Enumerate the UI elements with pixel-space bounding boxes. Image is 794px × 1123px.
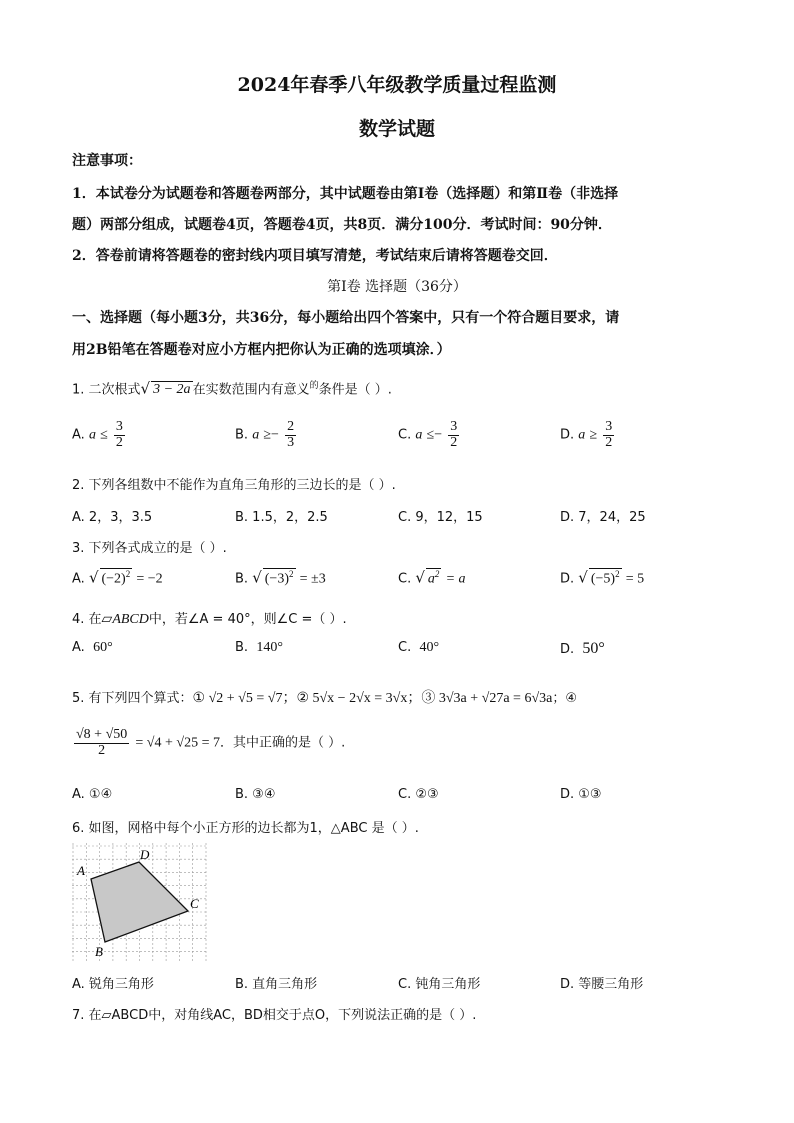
fraction-num: 2 xyxy=(287,419,295,434)
q5-expr-2: ；② 5√x − 2√x = 3√x xyxy=(282,691,408,706)
quadrilateral-shape xyxy=(91,862,188,942)
option-op: ≤ xyxy=(426,427,435,443)
radicand-base: a xyxy=(427,571,435,587)
q1-post2: 的 xyxy=(309,381,319,391)
page-subtitle: 数学试题 xyxy=(358,118,435,140)
section-instruction-line-2: 用2B铅笔在答题卷对应小方框内把你认为正确的选项填涂．） xyxy=(72,342,451,358)
option-radicand xyxy=(263,568,296,588)
fraction-den: 2 xyxy=(450,434,458,450)
q5-expr-1: ① √2 + √5 = √7 xyxy=(192,691,283,706)
q2-option-a[interactable]: A. 2，3，3.5 xyxy=(72,510,153,525)
question-7-stem: 7. 在▱ABCD中，对角线AC，BD相交于点O，下列说法正确的是（ ）. xyxy=(72,1008,477,1023)
question-2-stem: 2. 下列各组数中不能作为直角三角形的三边长的是（ ）. xyxy=(72,478,396,493)
notice-heading: 注意事项： xyxy=(72,153,142,169)
option-rhs: = 5 xyxy=(625,571,645,587)
q5-option-c[interactable]: C. ②③ xyxy=(398,787,439,802)
q5-expr-4-marker: ；④ xyxy=(552,691,577,706)
q4-prefix: 4. 在 xyxy=(72,612,102,627)
question-4-stem xyxy=(72,608,347,628)
option-rhs: = ±3 xyxy=(299,571,326,587)
option-radicand xyxy=(589,568,622,588)
vertex-label-b: B xyxy=(95,944,103,959)
q5-fraction xyxy=(74,728,129,758)
option-value: 140° xyxy=(256,640,283,655)
option-label: A. xyxy=(72,571,85,587)
radicand-base: (−2) xyxy=(101,571,126,587)
option-label: B. xyxy=(235,571,249,587)
option-label: C. xyxy=(398,427,412,443)
option-rhs: = a xyxy=(445,571,466,587)
option-op: ≥ xyxy=(589,427,598,443)
radical-sign: √ xyxy=(88,568,99,587)
fraction-den: 3 xyxy=(287,434,295,450)
vertex-label-c: C xyxy=(190,896,199,911)
radical-sign: √ xyxy=(252,568,262,587)
option-fraction xyxy=(603,420,614,450)
part-heading: 第Ⅰ卷 选择题（36分） xyxy=(327,279,467,295)
q5-post: ．其中正确的是（ ）. xyxy=(219,735,346,751)
notice-item-1-line-1: 1．本试卷分为试题卷和答题卷两部分，其中试题卷由第Ⅰ卷（选择题）和第Ⅱ卷（非选择 xyxy=(72,186,619,202)
radical-sign: √ xyxy=(415,568,425,587)
option-label: A. xyxy=(72,427,85,443)
option-label: D. xyxy=(560,427,575,443)
q4-option-d[interactable] xyxy=(560,640,605,658)
option-value: 40° xyxy=(419,640,440,655)
question-3-stem: 3. 下列各式成立的是（ ）. xyxy=(72,541,227,556)
radicand-base: (−5) xyxy=(590,571,616,587)
q3-option-c[interactable] xyxy=(398,568,466,588)
q5-rhs: = √4 + √25 = 7 xyxy=(135,735,220,751)
radicand-exp: 2 xyxy=(289,569,294,579)
fraction-num: 3 xyxy=(115,419,123,434)
question-1-stem xyxy=(72,378,392,398)
q4-option-c[interactable] xyxy=(398,640,439,656)
option-op: ≥ xyxy=(263,427,272,443)
vertex-label-d: D xyxy=(140,847,150,862)
radical-sign: √ xyxy=(578,568,588,587)
q1-post3: 条件是（ ）. xyxy=(318,382,392,398)
page-title: 2024年春季八年级教学质量过程监测 xyxy=(237,74,557,96)
q4-shape: ▱ABCD xyxy=(101,612,149,627)
option-fraction xyxy=(448,420,459,450)
option-label: B. xyxy=(235,427,249,443)
q6-option-c[interactable]: C. 钝角三角形 xyxy=(398,977,481,992)
radicand-exp: 2 xyxy=(615,569,620,579)
option-label: A. xyxy=(72,640,85,655)
section-instruction-line-1: 一、选择题（每小题3分，共36分，每小题给出四个答案中，只有一个符合题目要求，请 xyxy=(72,310,620,326)
option-label: D. xyxy=(560,642,575,657)
notice-item-1-line-2: 题）两部分组成，试题卷4页，答题卷4页，共8页．满分100分．考试时间：90分钟． xyxy=(72,217,612,233)
option-sign: − xyxy=(434,427,443,443)
q1-prefix: 1. 二次根式 xyxy=(72,382,141,398)
fraction-den: 2 xyxy=(98,742,106,758)
q2-option-d[interactable]: D. 7，24，25 xyxy=(560,510,646,525)
notice-item-2: 2．答卷前请将答题卷的密封线内项目填写清楚，考试结束后请将答题卷交回． xyxy=(72,248,558,264)
q5-option-d[interactable]: D. ①③ xyxy=(560,787,602,802)
radicand-exp: 2 xyxy=(434,569,440,579)
q1-option-c[interactable] xyxy=(398,420,461,450)
q3-option-a[interactable] xyxy=(72,568,163,588)
q4-mid: 中，若∠A = 40°，则∠C =（ ）. xyxy=(148,612,347,627)
option-label: B. xyxy=(235,640,249,655)
q4-option-a[interactable] xyxy=(72,640,113,656)
grid-quadrilateral-figure xyxy=(72,843,208,963)
q3-option-b[interactable] xyxy=(235,568,326,588)
q3-option-d[interactable] xyxy=(560,568,644,588)
q1-post: 在实数范围内有意义 xyxy=(192,382,310,398)
question-5-stem xyxy=(72,687,577,707)
q6-option-a[interactable]: A. 锐角三角形 xyxy=(72,977,154,992)
option-label: D. xyxy=(560,571,575,587)
option-value: 60° xyxy=(93,640,113,655)
fraction-den: 2 xyxy=(605,434,613,450)
option-op: ≤ xyxy=(100,427,108,443)
q5-expr-3: ；③ 3√3a + √27a = 6√3a xyxy=(407,691,553,706)
question-6-stem: 6. 如图，网格中每个小正方形的边长都为1，△ABC 是（ ）. xyxy=(72,821,419,836)
question-5-line-2 xyxy=(72,728,345,758)
fraction-den: 2 xyxy=(115,434,123,450)
q1-option-b[interactable] xyxy=(235,420,298,450)
fraction-num: √8 + √50 xyxy=(76,727,128,742)
option-radicand xyxy=(100,568,133,588)
q2-option-b[interactable]: B. 1.5，2，2.5 xyxy=(235,510,328,525)
q1-option-a[interactable] xyxy=(72,420,127,450)
vertex-label-a: A xyxy=(77,863,85,878)
option-var: a xyxy=(88,427,96,443)
option-var: a xyxy=(578,427,586,443)
q5-option-a[interactable]: A. ①④ xyxy=(72,787,113,802)
radical-sign: √ xyxy=(140,379,151,398)
option-rhs: = −2 xyxy=(136,571,163,587)
option-var: a xyxy=(252,427,260,443)
option-value: 50° xyxy=(582,640,605,657)
q2-option-c[interactable]: C. 9，12，15 xyxy=(398,510,483,525)
q1-option-d[interactable] xyxy=(560,420,616,450)
q5-option-b[interactable]: B. ③④ xyxy=(235,787,276,802)
q5-prefix: 5. 有下列四个算式： xyxy=(72,691,193,706)
radicand-base: (−3) xyxy=(264,571,289,587)
fraction-num: 3 xyxy=(605,419,613,434)
option-var: a xyxy=(415,427,423,443)
option-radicand xyxy=(426,568,442,588)
q6-option-b[interactable]: B. 直角三角形 xyxy=(235,977,318,992)
q6-option-d[interactable]: D. 等腰三角形 xyxy=(560,977,644,992)
q1-radicand: 3 − 2a xyxy=(153,382,191,398)
option-label: C. xyxy=(398,640,412,655)
radicand-exp: 2 xyxy=(125,569,131,579)
option-fraction xyxy=(285,420,296,450)
option-sign: − xyxy=(271,427,279,443)
option-fraction xyxy=(114,420,125,450)
q4-option-b[interactable] xyxy=(235,640,283,656)
option-label: C. xyxy=(398,571,412,587)
fraction-num: 3 xyxy=(450,419,458,434)
